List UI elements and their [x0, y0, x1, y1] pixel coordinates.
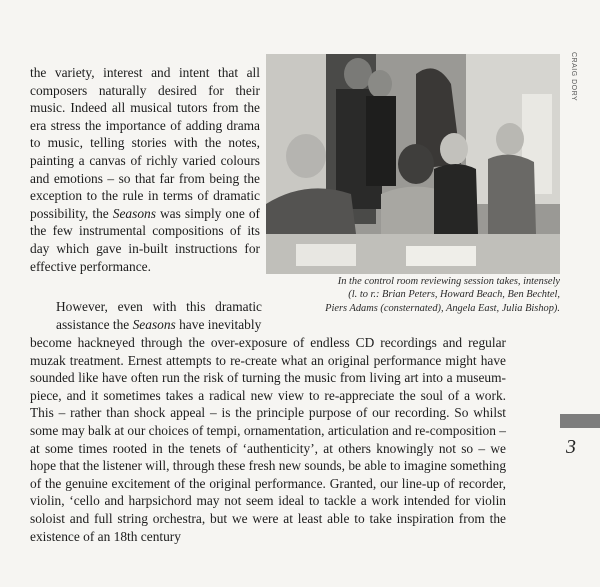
photo-caption: [268, 275, 560, 315]
page-tab-marker: [560, 414, 600, 428]
paragraph-second-part1: However, even with this dramatic assistance the: [56, 299, 262, 332]
italic-title-seasons-2: Seasons: [132, 316, 176, 332]
caption-line-1: In the control room reviewing session takes, intensely: [337, 276, 560, 287]
paragraph-second-part2: have inevitably: [175, 316, 262, 332]
full-width-text: [30, 334, 506, 545]
paragraph-first-part2: was simply one of the few instrumental compositions of its day which gave in-built instructions for effective performance.: [30, 205, 260, 274]
page-number: 3: [566, 436, 576, 458]
caption-line-3: Piers Adams (consternated), Angela East, Julia Bishop).: [325, 302, 560, 314]
paragraph-continuation: become hackneyed through the over-exposure of endless CD recordings and regular muzak treatment. Ernest attempts to re-create what an original performance might have sounded like have often run the risk of turning the music from living art into a museum-piece, and it sometimes takes a radical new view to re-appreciate the soul of a work. This – rather than shock appeal – is the principle purpose of our recording. So whilst some may balk at our choices of tempi, ornamentation, articulation and re-composition – at some times rooted in the tenets of ‘authenticity’, at others knowingly not so – we hope that the listener will, through these fresh new sounds, be able to imagine something of the genuine excitement of the original performance. Granted, our line-up of recorder, violin, ‘cello and harpsichord may not seem ideal to tackle a work intended for violin soloist and full string orchestra, but we were at least able to take inspiration from the existence of an 18th century: [30, 335, 507, 544]
session-photo: [266, 54, 560, 274]
second-paragraph-start: [56, 298, 262, 333]
left-column-text: [30, 64, 260, 275]
italic-title-seasons: Seasons: [112, 205, 156, 221]
paragraph-first: [30, 64, 260, 275]
paragraph-second: [56, 298, 262, 333]
caption-line-2: (l. to r.: Brian Peters, Howard Beach, Ben Bechtel,: [348, 289, 560, 301]
paragraph-first-part1: the variety, interest and intent that all composers naturally desired for their music. Indeed all musical tutors from the era stress the importance of adding drama to music, telling stories with the notes, painting a canvas of richly varied colours and emotions – so that far from being the exception to the rule in terms of dramatic possibility, the: [30, 65, 260, 221]
photo-image: [266, 54, 560, 274]
photo-credit: CRAIG DORY: [570, 52, 577, 102]
